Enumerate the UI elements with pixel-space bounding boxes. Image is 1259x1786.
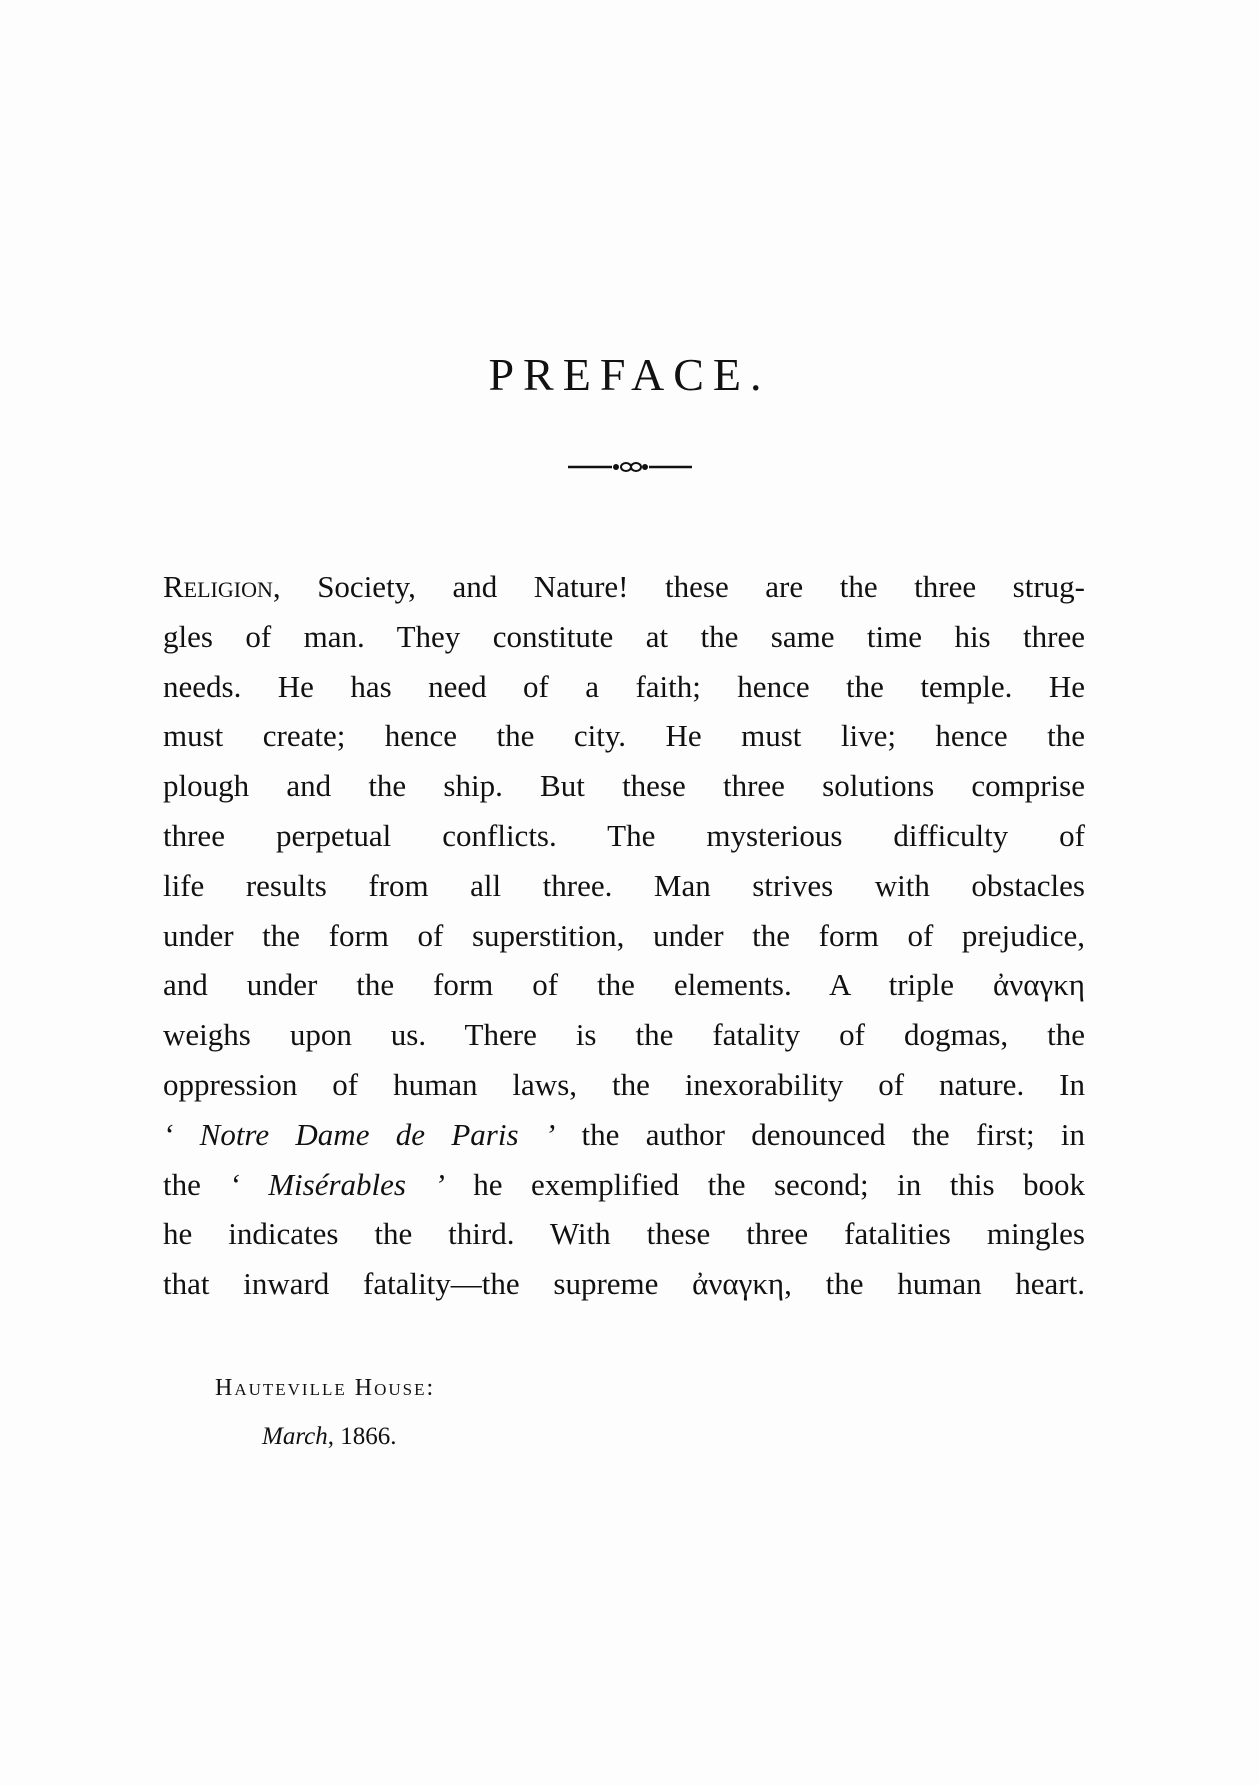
lead-word: Religion (163, 569, 273, 604)
paragraph-line: he indicates the third. With these three fatalities mingles (163, 1216, 1085, 1252)
signoff-place: Hauteville House: (215, 1375, 436, 1401)
preface-paragraph (163, 562, 1085, 1309)
page-title: PREFACE. (488, 349, 771, 400)
paragraph-line: ‘ Notre Dame de Paris ’ the author denounced the first; in (163, 1116, 1085, 1152)
paragraph-line: and under the form of the elements. A triple ἀναγκη (163, 967, 1085, 1003)
paragraph-line: must create; hence the city. He must live; hence the (163, 718, 1085, 754)
paragraph-line: the ‘ Misérables ’ he exemplified the second; in this book (163, 1166, 1086, 1202)
paragraph-line: Religion, Society, and Nature! these are the three strug- (163, 569, 1085, 604)
paragraph-line: life results from all three. Man strives with obstacles (163, 867, 1085, 903)
book-title-notre-dame: ‘ Notre Dame de Paris ’ (163, 1116, 556, 1152)
paragraph-line: under the form of superstition, under the form of prejudice, (163, 917, 1085, 953)
book-title-miserables: ‘ Misérables ’ (229, 1166, 445, 1202)
paragraph-line: oppression of human laws, the inexorability of nature. In (163, 1066, 1085, 1102)
signoff-date: March, 1866. (262, 1423, 397, 1450)
paragraph-line: gles of man. They constitute at the same time his three (163, 618, 1085, 654)
paragraph-line: weighs upon us. There is the fatality of dogmas, the (163, 1017, 1085, 1053)
paragraph-line: needs. He has need of a faith; hence the temple. He (163, 668, 1085, 704)
paragraph-line: three perpetual conflicts. The mysterious difficulty of (163, 817, 1085, 853)
paragraph-line: plough and the ship. But these three solutions comprise (163, 768, 1085, 804)
paragraph-line: that inward fatality—the supreme ἀναγκη, the human heart. (163, 1266, 1085, 1302)
ornament-rule-icon (568, 460, 692, 474)
